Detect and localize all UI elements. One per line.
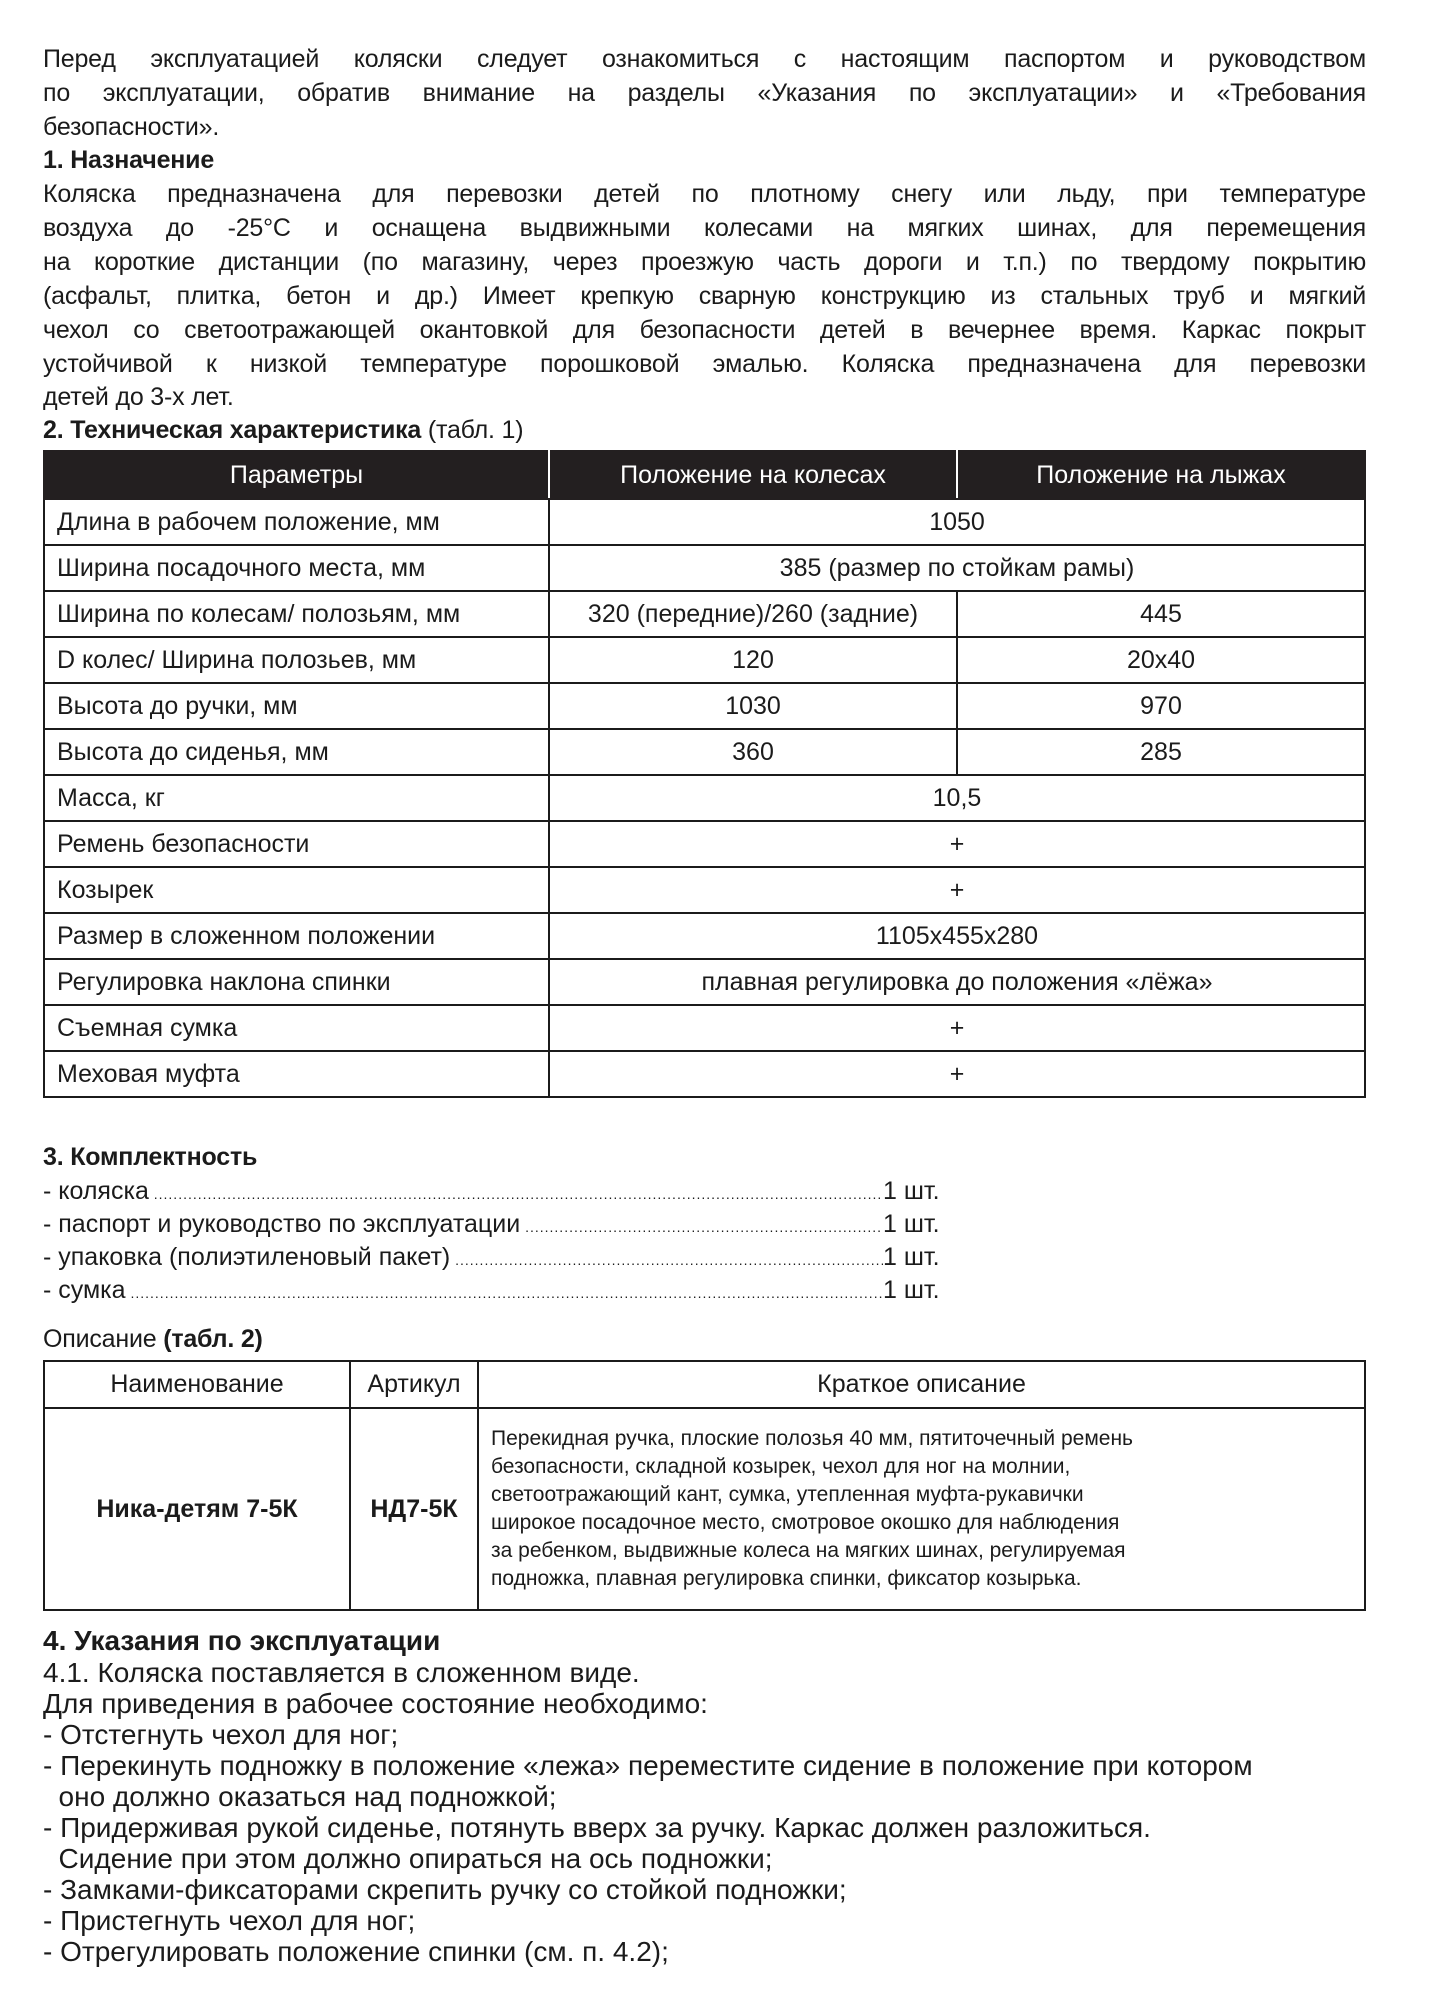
section-4-line: - Отрегулировать положение спинки (см. п. 4.2);	[43, 1936, 669, 1967]
section-1-line: Коляска предназначена для перевозки детей по плотному снегу или льду, при температуре	[43, 180, 1366, 208]
table-row	[44, 959, 1365, 1005]
section-1-line: чехол со светоотражающей окантовкой для безопасности детей в вечернее время. Каркас покрыт	[43, 316, 1366, 344]
description-title	[43, 1322, 1366, 1356]
wheels-cell: 120	[549, 637, 957, 683]
kit-item-qty: 1 шт.	[883, 1276, 940, 1304]
param-cell: Размер в сложенном положении	[44, 913, 549, 959]
table-row	[44, 499, 1365, 545]
table-row	[44, 775, 1365, 821]
section-4-line: - Перекинуть подножку в положение «лежа» переместите сидение в положение при котором	[43, 1750, 1253, 1781]
section-4-line: оно должно оказаться над подножкой;	[43, 1781, 557, 1812]
value-cell: +	[549, 1051, 1365, 1097]
header-cell: Артикул	[350, 1361, 478, 1408]
table-row	[44, 867, 1365, 913]
value-cell: 1050	[549, 499, 1365, 545]
table-row	[44, 821, 1365, 867]
section-1-line: воздуха до -25°С и оснащена выдвижными колесами на мягких шинах, для перемещения	[43, 214, 1366, 242]
section-4-line: 4.1. Коляска поставляется в сложенном виде.	[43, 1657, 640, 1688]
skis-cell: 970	[957, 683, 1365, 729]
kit-item-qty: 1 шт.	[883, 1243, 940, 1271]
section-1-heading: 1. Назначение	[43, 146, 215, 174]
description-cell	[478, 1408, 1365, 1610]
description-line: безопасности, складной козырек, чехол для ног на молнии,	[491, 1455, 1071, 1478]
value-cell: 1105x455x280	[549, 913, 1365, 959]
section-4-line: Для приведения в рабочее состояние необходимо:	[43, 1688, 708, 1719]
value-cell: плавная регулировка до положения «лёжа»	[549, 959, 1365, 1005]
specs-table	[43, 450, 1366, 1098]
param-cell: Длина в рабочем положение, мм	[44, 499, 549, 545]
description-table-header	[44, 1361, 1365, 1408]
section-4-line: Сидение при этом должно опираться на ось подножки;	[43, 1843, 773, 1874]
section-4-line: - Пристегнуть чехол для ног;	[43, 1905, 416, 1936]
wheels-cell: 1030	[549, 683, 957, 729]
param-cell: Регулировка наклона спинки	[44, 959, 549, 1005]
value-cell: 10,5	[549, 775, 1365, 821]
header-cell: Положение на лыжах	[957, 451, 1365, 499]
header-cell: Краткое описание	[478, 1361, 1365, 1408]
description-line: Перекидная ручка, плоские полозья 40 мм, пятиточечный ремень	[491, 1427, 1133, 1450]
table-row	[44, 591, 1365, 637]
header-cell: Наименование	[44, 1361, 350, 1408]
value-cell: +	[549, 821, 1365, 867]
kit-item-label: - упаковка (полиэтиленовый пакет) .....	[43, 1241, 883, 1277]
description-line: подножка, плавная регулировка спинки, фиксатор козырька.	[491, 1567, 1082, 1590]
section-4-line: - Отстегнуть чехол для ног;	[43, 1719, 399, 1750]
kit-item-label: - сумка .....	[43, 1274, 883, 1310]
skis-cell: 20x40	[957, 637, 1365, 683]
table-2-note: (табл. 2)	[163, 1325, 263, 1353]
param-cell: Высота до ручки, мм	[44, 683, 549, 729]
param-cell: Высота до сиденья, мм	[44, 729, 549, 775]
kit-item	[43, 1241, 940, 1277]
skis-cell: 445	[957, 591, 1365, 637]
section-1-line: детей до 3-х лет.	[43, 383, 234, 411]
table-row	[44, 1005, 1365, 1051]
value-cell: 385 (размер по стойкам рамы)	[549, 545, 1365, 591]
description-label: Описание	[43, 1325, 157, 1353]
sku-cell: НД7-5К	[350, 1408, 478, 1610]
kit-item-qty: 1 шт.	[883, 1210, 940, 1238]
param-cell: Ширина по колесам/ полозьям, мм	[44, 591, 549, 637]
param-cell: Меховая муфта	[44, 1051, 549, 1097]
kit-item	[43, 1274, 940, 1310]
param-cell: Ремень безопасности	[44, 821, 549, 867]
table-row	[44, 637, 1365, 683]
section-1-line: на короткие дистанции (по магазину, через проезжую часть дороги и т.п.) по твердому покрытию	[43, 248, 1366, 276]
section-4-line: - Замками-фиксаторами скрепить ручку со стойкой подножки;	[43, 1874, 847, 1905]
section-1-line: (асфальт, плитка, бетон и др.) Имеет крепкую сварную конструкцию из стальных труб и мягкий	[43, 282, 1366, 310]
value-cell: +	[549, 867, 1365, 913]
section-2-title: 2. Техническая характеристика	[43, 416, 422, 444]
section-4-line: - Придерживая рукой сиденье, потянуть вверх за ручку. Каркас должен разложиться.	[43, 1812, 1151, 1843]
table-row	[44, 1051, 1365, 1097]
kit-item	[43, 1208, 940, 1244]
section-4-heading: 4. Указания по эксплуатации	[43, 1625, 441, 1656]
table-1-note: (табл. 1)	[427, 416, 524, 444]
param-cell: D колес/ Ширина полозьев, мм	[44, 637, 549, 683]
product-name-cell: Ника-детям 7-5К	[44, 1408, 350, 1610]
header-cell: Параметры	[44, 451, 549, 499]
value-cell: +	[549, 1005, 1365, 1051]
param-cell: Ширина посадочного места, мм	[44, 545, 549, 591]
param-cell: Съемная сумка	[44, 1005, 549, 1051]
skis-cell: 285	[957, 729, 1365, 775]
description-line: широкое посадочное место, смотровое окошко для наблюдения	[491, 1511, 1120, 1534]
intro-line: безопасности».	[43, 113, 220, 141]
specs-table-header	[44, 451, 1365, 499]
param-cell: Козырек	[44, 867, 549, 913]
wheels-cell: 360	[549, 729, 957, 775]
table-row	[44, 545, 1365, 591]
param-cell: Масса, кг	[44, 775, 549, 821]
intro-line: по эксплуатации, обратив внимание на разделы «Указания по эксплуатации» и «Требования	[43, 79, 1366, 107]
section-2-heading	[43, 413, 1366, 447]
wheels-cell: 320 (передние)/260 (задние)	[549, 591, 957, 637]
table-row	[44, 1408, 1365, 1610]
section-3-heading: 3. Комплектность	[43, 1143, 258, 1171]
kit-item-qty: 1 шт.	[883, 1177, 940, 1205]
section-1-line: устойчивой к низкой температуре порошковой эмалью. Коляска предназначена для перевозки	[43, 350, 1366, 378]
header-cell: Положение на колесах	[549, 451, 957, 499]
description-table	[43, 1360, 1366, 1611]
table-row	[44, 729, 1365, 775]
description-line: за ребенком, выдвижные колеса на мягких шинах, регулируемая	[491, 1539, 1126, 1562]
intro-line: Перед эксплуатацией коляски следует ознакомиться с настоящим паспортом и руководством	[43, 45, 1366, 73]
kit-item-label: - паспорт и руководство по эксплуатации .....	[43, 1208, 883, 1244]
kit-item	[43, 1175, 940, 1211]
table-row	[44, 683, 1365, 729]
table-row	[44, 913, 1365, 959]
kit-item-label: - коляска .....	[43, 1175, 883, 1211]
description-line: светоотражающий кант, сумка, утепленная муфта-рукавички	[491, 1483, 1084, 1506]
